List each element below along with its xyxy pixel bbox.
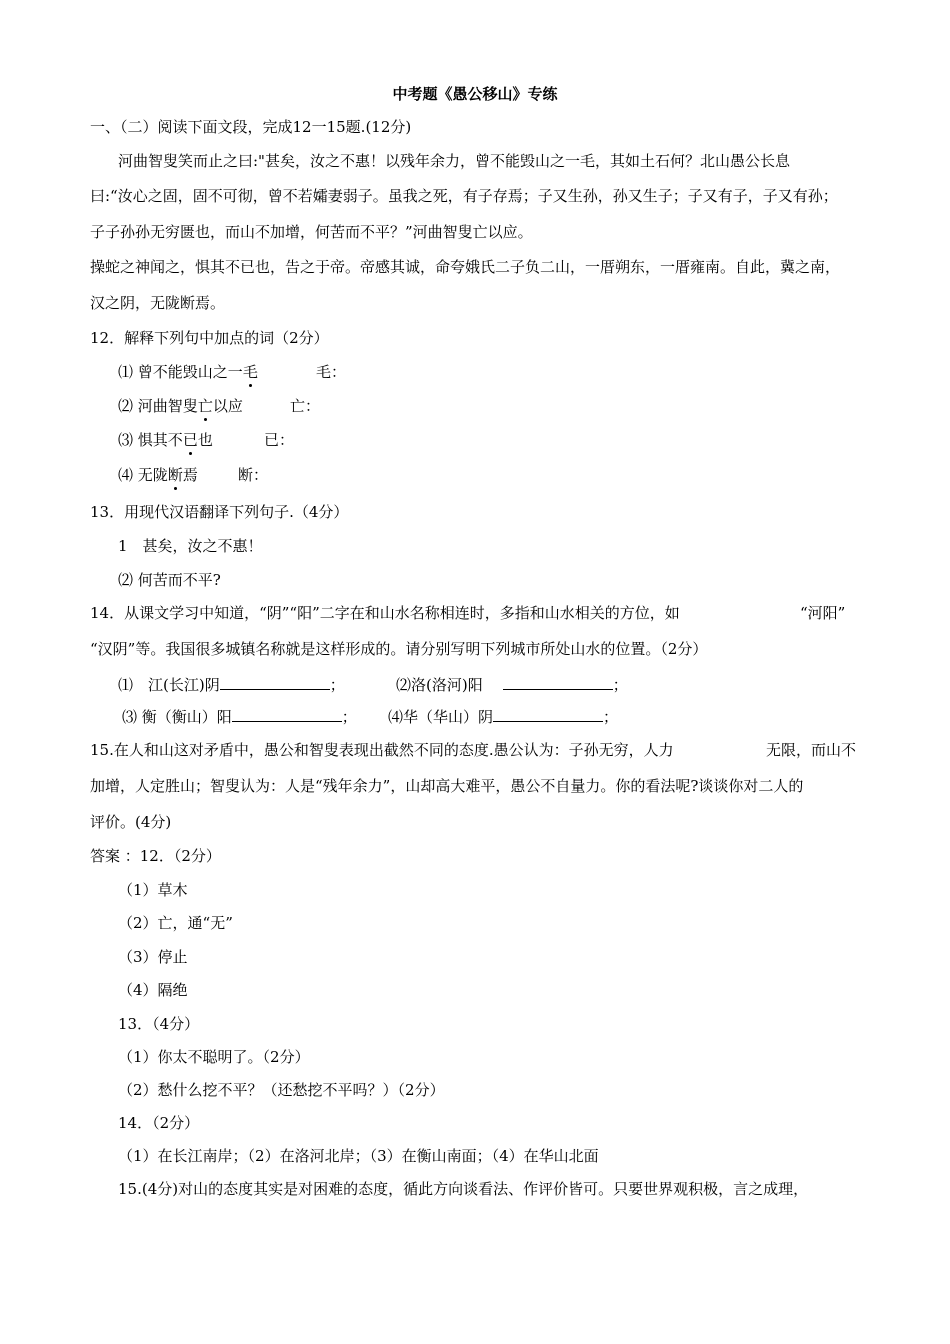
question-13-item-1: 1 甚矣，汝之不惠！ bbox=[118, 537, 263, 555]
item-text: 也 bbox=[197, 431, 213, 449]
item-end: ； bbox=[612, 676, 628, 694]
question-13-item-2: ⑵ 何苦而不平? bbox=[118, 571, 221, 589]
item-number: ⑶ bbox=[118, 431, 134, 449]
item-end: ； bbox=[329, 676, 345, 694]
item-end: ； bbox=[341, 708, 357, 726]
item-label: ⑶ 衡（衡山）阳 bbox=[122, 708, 232, 726]
question-12-prompt: 12．解释下列句中加点的词（2分） bbox=[90, 329, 329, 347]
answer-14: （1）在长江南岸；（2）在洛河北岸；（3）在衡山南面；（4）在华山北面 bbox=[118, 1147, 599, 1165]
answer-13-header: 13．（4分） bbox=[118, 1015, 200, 1033]
dotted-word: 断 bbox=[167, 466, 183, 484]
answer-13-1: （1）你太不聪明了。（2分） bbox=[118, 1048, 310, 1066]
dotted-word: 已 bbox=[182, 431, 198, 449]
dotted-word: 毛 bbox=[242, 363, 258, 381]
dotted-word: 亡 bbox=[197, 397, 213, 415]
answer-blank[interactable] bbox=[493, 720, 603, 722]
passage-line-1: 河曲智叟笑而止之曰:"甚矣，汝之不惠！以残年余力，曾不能毁山之一毛，其如土石何？北山愚公长息 bbox=[118, 152, 790, 170]
question-12-item-1 bbox=[118, 362, 258, 382]
item-number: ⑴ bbox=[118, 363, 134, 381]
question-14-item-2 bbox=[396, 675, 628, 695]
document-title: 中考题《愚公移山》专练 bbox=[392, 85, 558, 103]
answer-12-3: （3）停止 bbox=[118, 948, 188, 966]
item-end: ； bbox=[603, 708, 619, 726]
passage-line-2: 曰:“汝心之固，固不可彻，曾不若孀妻弱子。虽我之死，有子存焉；子又生孙，孙又生子；子又有子，子又有孙； bbox=[90, 187, 838, 205]
question-14-item-3 bbox=[122, 707, 357, 727]
question-12-term-3: 已： bbox=[264, 431, 295, 449]
item-text: 无陇 bbox=[137, 466, 168, 484]
item-number: ⑷ bbox=[118, 466, 134, 484]
item-text: 惧其不 bbox=[137, 431, 183, 449]
answer-13-2: （2）愁什么挖不平？（还愁挖不平吗？）（2分） bbox=[118, 1081, 445, 1099]
question-12-term-1: 毛： bbox=[316, 363, 347, 381]
question-12-item-2 bbox=[118, 396, 243, 416]
question-15-line-1-end: 无限，而山不 bbox=[766, 741, 857, 759]
answers-header: 答案 ：12．（2分） bbox=[90, 847, 221, 865]
question-13-prompt: 13．用现代汉语翻译下列句子.（4分） bbox=[90, 503, 349, 521]
item-text: 焉 bbox=[182, 466, 198, 484]
question-14-prompt-line-2: “汉阴”等。我国很多城镇名称就是这样形成的。请分别写明下列城市所处山水的位置。（2分） bbox=[90, 640, 708, 658]
question-12-item-4 bbox=[118, 465, 198, 485]
answer-12-1: （1）草木 bbox=[118, 881, 188, 899]
answer-14-header: 14．（2分） bbox=[118, 1114, 200, 1132]
question-12-term-4: 断： bbox=[238, 466, 269, 484]
question-15-line-3: 评价。(4分) bbox=[90, 813, 172, 831]
question-14-item-4 bbox=[388, 707, 618, 727]
question-15-line-2: 加增，人定胜山；智叟认为：人是“残年余力”，山却高大难平，愚公不自量力。你的看法呢?谈谈你对二人的 bbox=[90, 777, 804, 795]
answer-blank[interactable] bbox=[220, 688, 330, 690]
item-label: ⑵洛(洛河)阳 bbox=[396, 676, 483, 694]
question-14-prompt-line-1: 14．从课文学习中知道，“阴”“阳”二字在和山水名称相连时，多指和山水相关的方位，如 bbox=[90, 604, 680, 622]
question-14-item-1 bbox=[118, 675, 345, 695]
question-12-term-2: 亡： bbox=[290, 397, 321, 415]
answer-12-4: （4）隔绝 bbox=[118, 981, 188, 999]
passage-line-3: 子子孙孙无穷匮也，而山不加增，何苦而不平？”河曲智叟亡以应。 bbox=[90, 223, 533, 241]
item-label: ⑷华（华山）阴 bbox=[388, 708, 494, 726]
item-text: 以应 bbox=[212, 397, 243, 415]
question-15-line-1: 15.在人和山这对矛盾中，愚公和智叟表现出截然不同的态度.愚公认为：子孙无穷，人力 bbox=[90, 741, 674, 759]
question-14-prompt-line-1-end: “河阳” bbox=[800, 604, 846, 622]
answer-blank[interactable] bbox=[503, 688, 613, 690]
passage-line-4: 操蛇之神闻之，惧其不已也，告之于帝。帝感其诚，命夸娥氏二子负二山，一厝朔东，一厝雍南。自此，冀之南， bbox=[90, 258, 841, 276]
answer-blank[interactable] bbox=[232, 720, 342, 722]
item-text: 河曲智叟 bbox=[137, 397, 198, 415]
item-number: ⑵ bbox=[118, 397, 134, 415]
item-text: 曾不能毁山之一 bbox=[137, 363, 243, 381]
section-heading: 一、（二）阅读下面文段，完成12一15题.(12分) bbox=[90, 118, 412, 136]
question-12-item-3 bbox=[118, 430, 213, 450]
answer-15: 15.(4分)对山的态度其实是对困难的态度，循此方向谈看法、作评价皆可。只要世界观积极，言之成理， bbox=[118, 1180, 809, 1198]
answer-12-2: （2）亡，通“无” bbox=[118, 914, 233, 932]
item-label: ⑴ 江(长江)阴 bbox=[118, 676, 220, 694]
passage-line-5: 汉之阴，无陇断焉。 bbox=[90, 294, 226, 312]
